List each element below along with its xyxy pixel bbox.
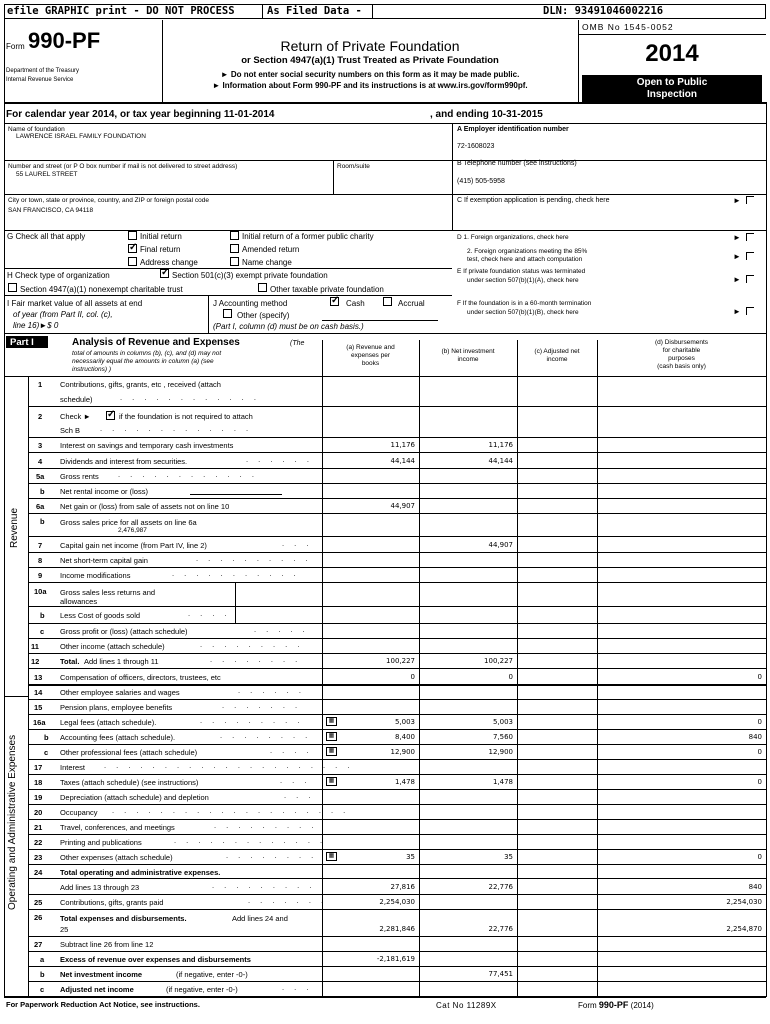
col-a-header-1: (a) Revenue and	[346, 344, 395, 351]
footer-cat: Cat No 11289X	[436, 1001, 497, 1010]
other-method-label: Other (specify)	[237, 311, 290, 320]
line-12-col-a: 100,227	[386, 657, 415, 665]
line-4-label: Dividends and interest from securities.	[60, 457, 188, 466]
line-10a-label-2: allowances	[60, 597, 98, 606]
line-14-label: Other employee salaries and wages	[60, 688, 180, 697]
line-25-col-d: 2,254,030	[726, 898, 762, 906]
notice-info: ► Information about Form 990-PF and its instructions is at www.irs.gov/form990pf.	[212, 81, 528, 90]
line-2-checkbox[interactable]	[106, 411, 115, 420]
foundation-name: LAWRENCE ISRAEL FAMILY FOUNDATION	[16, 133, 146, 140]
line-26-col-a: 2,281,846	[379, 925, 415, 933]
line-16c-col-b: 12,900	[488, 748, 513, 756]
col-a-header-3: books	[361, 360, 380, 367]
line-6b-label: Gross sales price for all assets on line 6a	[60, 518, 197, 527]
line-27b-col-b: 77,451	[488, 970, 513, 978]
part1-title: Analysis of Revenue and Expenses	[72, 337, 240, 348]
line-1-label: Contributions, gifts, grants, etc , received (attach	[60, 380, 221, 389]
j-note: (Part I, column (d) must be on cash basis.)	[213, 322, 364, 331]
line-2-label: if the foundation is not required to attach	[119, 412, 253, 421]
col-d-header-3: purposes	[668, 355, 695, 362]
e-label-1: E If private foundation status was terminated	[457, 268, 586, 275]
line-4-col-a: 44,144	[390, 457, 415, 465]
line-16c-col-a: 12,900	[390, 748, 415, 756]
line-27-label: Subtract line 26 from line 12	[60, 940, 154, 949]
g-label: G Check all that apply	[7, 232, 86, 241]
amended-return-checkbox[interactable]	[230, 244, 239, 253]
4947-checkbox[interactable]	[8, 283, 17, 292]
line-15-label: Pension plans, employee benefits	[60, 703, 173, 712]
501c3-label: Section 501(c)(3) exempt private foundation	[172, 271, 328, 280]
f-checkbox[interactable]	[746, 307, 754, 315]
c-label: C If exemption application is pending, check here	[457, 197, 610, 204]
form-number: 990-PF	[28, 28, 101, 53]
inspection: Inspection	[646, 89, 697, 100]
line-16a-col-d: 0	[757, 718, 762, 726]
line-3-col-a: 11,176	[390, 441, 415, 449]
line-27a-col-a: -2,181,619	[376, 955, 415, 963]
footer-form-year: (2014)	[630, 1001, 654, 1010]
line-6a-col-a: 44,907	[390, 502, 415, 510]
d2-label-2: test, check here and attach computation	[467, 256, 583, 263]
amended-return-label: Amended return	[242, 245, 300, 254]
f-label-2: under section 507(b)(1)(B), check here	[467, 309, 579, 316]
d2-label-1: 2. Foreign organizations meeting the 85%	[467, 248, 588, 255]
line-16b-col-a: 8,400	[394, 733, 415, 741]
footer-form-prefix: Form	[578, 1001, 597, 1010]
part1-desc-2: necessarily equal the amounts in column (a) (see	[72, 358, 214, 365]
line-24-col-d: 840	[748, 883, 762, 891]
street-value: 55 LAUREL STREET	[16, 171, 78, 178]
line-22-label: Printing and publications	[60, 838, 142, 847]
form-title: Return of Private Foundation	[280, 38, 460, 54]
accrual-checkbox[interactable]	[383, 297, 392, 306]
room-label: Room/suite	[337, 163, 370, 170]
ein-label: A Employer identification number	[457, 126, 569, 133]
calendar-end: , and ending 10-31-2015	[430, 109, 543, 120]
col-c-header-1: (c) Adjusted net	[534, 348, 580, 355]
line-12-col-b: 100,227	[484, 657, 513, 665]
line-25-label: Contributions, gifts, grants paid	[60, 898, 164, 907]
line-7-label: Capital gain net income (from Part IV, line 2)	[60, 541, 207, 550]
line-16b-label: Accounting fees (attach schedule).	[60, 733, 176, 742]
col-a-header-2: expenses per	[350, 352, 391, 359]
final-return-label: Final return	[140, 245, 181, 254]
line-25-col-a: 2,254,030	[379, 898, 415, 906]
form-subtitle: or Section 4947(a)(1) Trust Treated as Private Foundation	[241, 55, 499, 66]
line-27b-note: (if negative, enter -0-)	[176, 970, 248, 979]
line-18-attachment-icon[interactable]: ▦	[326, 777, 337, 786]
filed-label: As Filed Data -	[267, 5, 362, 17]
line-27c-note: (if negative, enter -0-)	[166, 985, 238, 994]
line-26-add: Add lines 24 and	[232, 914, 288, 923]
line-23-label: Other expenses (attach schedule)	[60, 853, 173, 862]
efile-label: efile GRAPHIC print - DO NOT PROCESS	[7, 5, 235, 17]
line-2-sch: Sch B	[60, 426, 81, 435]
line-6b-value: 2,476,987	[118, 527, 147, 534]
line-27c-label: Adjusted net income	[60, 985, 134, 994]
line-18-col-b: 1,478	[492, 778, 513, 786]
name-label: Name of foundation	[8, 126, 65, 133]
h-label: H Check type of organization	[7, 271, 110, 280]
form-prefix: Form	[6, 42, 25, 51]
f-label-1: F If the foundation is in a 60-month termination	[457, 300, 592, 307]
line-3-col-b: 11,176	[488, 441, 513, 449]
line-18-col-a: 1,478	[394, 778, 415, 786]
phone-value: (415) 505-5958	[457, 178, 505, 185]
c-checkbox[interactable]	[746, 196, 754, 204]
calendar-begin: For calendar year 2014, or tax year beginning 11-01-2014	[6, 109, 275, 120]
e-label-2: under section 507(b)(1)(A), check here	[467, 277, 579, 284]
line-11-label: Other income (attach schedule)	[60, 642, 165, 651]
line-12-label: Total.	[60, 657, 80, 666]
line-9-label: Income modifications	[60, 571, 131, 580]
line-26-label: Total expenses and disbursements.	[60, 914, 187, 923]
side-expenses: Operating and Administrative Expenses	[7, 734, 18, 910]
city-label: City or town, state or province, country, and ZIP or foreign postal code	[8, 197, 209, 204]
line-16b-attachment-icon[interactable]: ▦	[326, 732, 337, 741]
line-23-col-d: 0	[757, 853, 762, 861]
city-value: SAN FRANCISCO, CA 94118	[8, 207, 94, 214]
tax-year: 2014	[645, 40, 699, 67]
side-revenue: Revenue	[9, 507, 20, 548]
open-public: Open to Public	[636, 77, 708, 88]
line-18-label: Taxes (attach schedule) (see instructions)	[60, 778, 199, 787]
line-7-col-b: 44,907	[488, 541, 513, 549]
cash-checkbox[interactable]	[330, 297, 339, 306]
d2-checkbox[interactable]	[746, 252, 754, 260]
street-label: Number and street (or P O box number if mail is not delivered to street address)	[8, 163, 238, 170]
dept-treasury: Department of the Treasury	[6, 68, 80, 74]
initial-former-label: Initial return of a former public charity	[242, 232, 374, 241]
other-taxable-checkbox[interactable]	[258, 283, 267, 292]
address-change-label: Address change	[140, 258, 198, 267]
initial-return-label: Initial return	[140, 232, 182, 241]
line-13-col-a: 0	[410, 673, 415, 681]
omb-number: OMB No 1545-0052	[582, 22, 674, 32]
line-16c-label: Other professional fees (attach schedule)	[60, 748, 198, 757]
501c3-checkbox[interactable]	[160, 269, 169, 278]
name-change-label: Name change	[242, 258, 292, 267]
line-27b-label: Net investment income	[60, 970, 143, 979]
line-24-sub: Add lines 13 through 23	[60, 883, 140, 892]
part1-tag: Part I	[10, 337, 34, 348]
line-18-col-d: 0	[757, 778, 762, 786]
col-b-header-1: (b) Net investment	[441, 348, 495, 355]
cash-label: Cash	[346, 299, 365, 308]
col-d-header-2: for charitable	[662, 347, 701, 354]
i-label-2: of year (from Part II, col. (c),	[13, 310, 113, 319]
accrual-label: Accrual	[398, 299, 425, 308]
notice-ssn: ► Do not enter social security numbers on this form as it may be made public.	[220, 70, 520, 79]
line-26-sub: 25	[60, 925, 69, 934]
line-10b-label: Less Cost of goods sold	[60, 611, 141, 620]
i-label-3: line 16)►$ 0	[13, 321, 59, 330]
i-label-1: I Fair market value of all assets at end	[7, 299, 143, 308]
line-16b-col-d: 840	[748, 733, 762, 741]
line-23-attachment-icon[interactable]: ▦	[326, 852, 337, 861]
line-20-label: Occupancy	[60, 808, 98, 817]
line-17-label: Interest	[60, 763, 86, 772]
line-27a-label: Excess of revenue over expenses and disbursements	[60, 955, 251, 964]
4947-label: Section 4947(a)(1) nonexempt charitable trust	[20, 285, 183, 294]
line-5b-label: Net rental income or (loss)	[60, 487, 148, 496]
line-16c-col-d: 0	[757, 748, 762, 756]
line-24-col-b: 22,776	[488, 883, 513, 891]
line-24-label: Total operating and administrative expenses.	[60, 868, 221, 877]
other-taxable-label: Other taxable private foundation	[270, 285, 384, 294]
line-10c-label: Gross profit or (loss) (attach schedule)	[60, 627, 188, 636]
dept-irs: Internal Revenue Service	[6, 77, 74, 83]
footer-form	[578, 1000, 654, 1010]
final-return-checkbox[interactable]	[128, 244, 137, 253]
other-method-checkbox[interactable]	[223, 309, 232, 318]
col-d-header-4: (cash basis only)	[657, 363, 706, 370]
footer-notice: For Paperwork Reduction Act Notice, see instructions.	[6, 1000, 200, 1009]
j-label: J Accounting method	[213, 299, 288, 308]
initial-return-checkbox[interactable]	[128, 231, 137, 240]
ein-value: 72-1608023	[457, 143, 495, 150]
line-13-label: Compensation of officers, directors, trustees, etc	[60, 673, 221, 682]
line-23-col-a: 35	[406, 853, 415, 861]
initial-former-checkbox[interactable]	[230, 231, 239, 240]
line-16a-label: Legal fees (attach schedule).	[60, 718, 157, 727]
name-change-checkbox[interactable]	[230, 257, 239, 266]
footer-form-number: 990-PF	[598, 1000, 629, 1010]
e-checkbox[interactable]	[746, 275, 754, 283]
col-b-header-2: income	[457, 356, 479, 363]
col-c-header-2: income	[546, 356, 568, 363]
dln-label: DLN: 93491046002216	[543, 5, 664, 17]
line-16b-col-b: 7,560	[492, 733, 513, 741]
line-21-label: Travel, conferences, and meetings	[60, 823, 175, 832]
line-26-col-d: 2,254,870	[726, 925, 762, 933]
line-16a-col-b: 5,003	[492, 718, 513, 726]
line-16a-col-a: 5,003	[394, 718, 415, 726]
line-19-label: Depreciation (attach schedule) and depletion	[60, 793, 209, 802]
line-6a-label: Net gain or (loss) from sale of assets not on line 10	[60, 502, 230, 511]
part1-desc-3: instructions) )	[72, 366, 112, 373]
line-23-col-b: 35	[504, 853, 513, 861]
d1-label: D 1. Foreign organizations, check here	[457, 234, 569, 241]
line-13-col-d: 0	[757, 673, 762, 681]
line-3-label: Interest on savings and temporary cash investments	[60, 441, 234, 450]
d1-checkbox[interactable]	[746, 233, 754, 241]
line-10a-label-1: Gross sales less returns and	[60, 588, 156, 597]
col-d-header-1: (d) Disbursements	[654, 339, 709, 346]
line-13-col-b: 0	[508, 673, 513, 681]
phone-label: B Telephone number (see instructions)	[457, 160, 577, 167]
line-16c-attachment-icon[interactable]: ▦	[326, 747, 337, 756]
line-26-col-b: 22,776	[488, 925, 513, 933]
line-2-check: Check ►	[60, 412, 91, 421]
line-1-schedule: schedule)	[60, 395, 93, 404]
line-5a-label: Gross rents	[60, 472, 99, 481]
part1-desc-1: total of amounts in columns (b), (c), and (d) may not	[72, 350, 222, 357]
line-16a-attachment-icon[interactable]: ▦	[326, 717, 337, 726]
line-4-col-b: 44,144	[488, 457, 513, 465]
address-change-checkbox[interactable]	[128, 257, 137, 266]
line-24-col-a: 27,816	[390, 883, 415, 891]
part1-title-note: (The	[290, 340, 305, 347]
line-8-label: Net short-term capital gain	[60, 556, 148, 565]
